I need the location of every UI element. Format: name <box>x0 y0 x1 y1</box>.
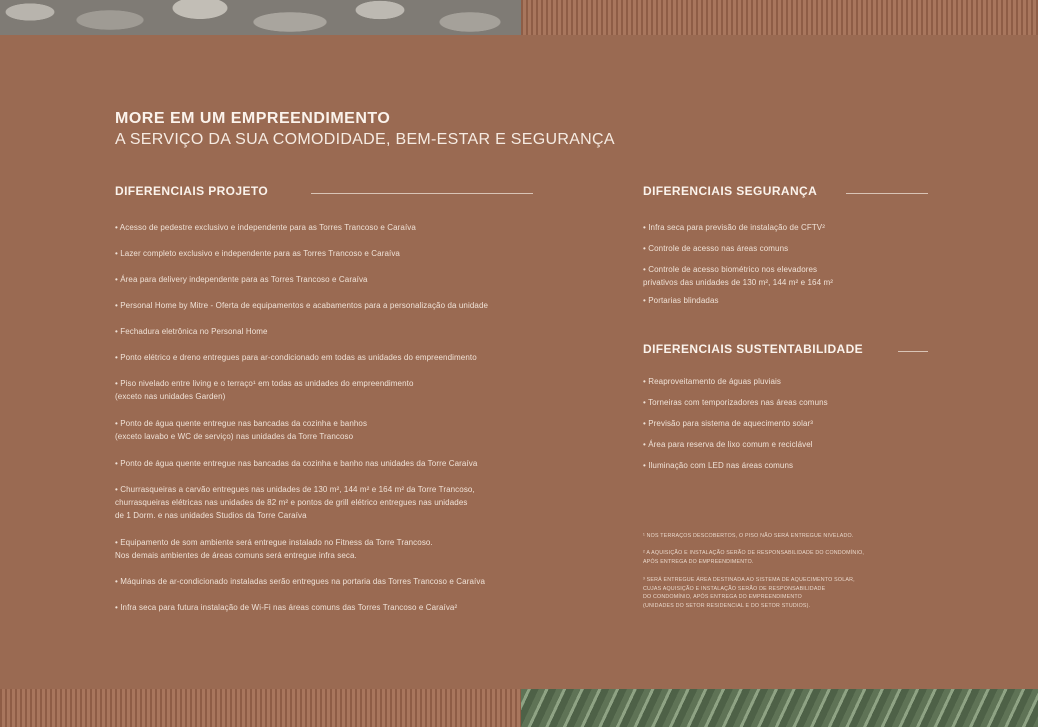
footnote-line: ¹ NOS TERRAÇOS DESCOBERTOS, O PISO NÃO SERÁ ENTREGUE NIVELADO. <box>643 533 854 539</box>
projeto-item-13 <box>115 601 457 614</box>
seguranca-item-1 <box>643 221 825 234</box>
sustentabilidade-item-line: • Previsão para sistema de aquecimento solar³ <box>643 419 814 428</box>
projeto-item-line: (exceto nas unidades Garden) <box>115 392 226 401</box>
seguranca-item-line: privativos das unidades de 130 m², 144 m² e 164 m² <box>643 278 833 287</box>
wood-stripes-bottom <box>0 689 521 727</box>
projeto-item-12 <box>115 575 485 588</box>
footnote-line: (UNIDADES DO SETOR RESIDENCIAL E DO SETOR STUDIOS). <box>643 602 811 609</box>
sustentabilidade-item-5 <box>643 459 793 472</box>
sustentabilidade-item-line: • Torneiras com temporizadores nas áreas comuns <box>643 398 828 407</box>
footnote-line: ³ SERÁ ENTREGUE ÁREA DESTINADA AO SISTEMA DE AQUECIMENTO SOLAR, <box>643 577 855 583</box>
footnote-1 <box>643 532 854 541</box>
projeto-item-line: • Acesso de pedestre exclusivo e independente para as Torres Trancoso e Caraíva <box>115 223 416 232</box>
projeto-item-line: • Máquinas de ar-condicionado instaladas serão entregues na portaria das Torres Trancoso e Caraíva <box>115 577 485 586</box>
sustentabilidade-item-line: • Iluminação com LED nas áreas comuns <box>643 461 794 470</box>
projeto-item-line: • Fechadura eletrônica no Personal Home <box>115 327 268 336</box>
seguranca-item-line: • Infra seca para previsão de instalação de CFTV² <box>643 223 826 232</box>
wood-stripes-top <box>521 0 1038 35</box>
projeto-item-line: • Churrasqueiras a carvão entregues nas unidades de 130 m², 144 m² e 164 m² da Torre Trancoso, <box>115 485 475 494</box>
footnote-line: CUJAS AQUISIÇÃO E INSTALAÇÃO SERÃO DE RESPONSABILIDADE <box>643 585 826 592</box>
projeto-item-line: (exceto lavabo e WC de serviço) nas unidades da Torre Trancoso <box>115 432 354 441</box>
projeto-item-9 <box>115 457 477 470</box>
headline-subtitle: A SERVIÇO DA SUA COMODIDADE, BEM-ESTAR E SEGURANÇA <box>115 131 615 148</box>
leaves-image <box>521 689 1038 727</box>
footnote-2 <box>643 549 864 566</box>
footnote-line: APÓS ENTREGA DO EMPREENDIMENTO. <box>643 558 754 565</box>
sustentabilidade-item-line: • Área para reserva de lixo comum e reciclável <box>643 440 813 449</box>
projeto-item-6 <box>115 351 477 364</box>
seguranca-item-3 <box>643 263 833 289</box>
section-title-seguranca: DIFERENCIAIS SEGURANÇA <box>643 184 818 198</box>
footnote-3 <box>643 576 855 610</box>
projeto-item-8 <box>115 417 367 443</box>
projeto-item-line: • Lazer completo exclusivo e independente para as Torres Trancoso e Caraíva <box>115 249 400 258</box>
seguranca-item-2 <box>643 242 788 255</box>
projeto-item-4 <box>115 299 488 312</box>
divider-projeto <box>311 193 533 194</box>
projeto-item-line: • Ponto de água quente entregue nas bancadas da cozinha e banho nas unidades da Torre Caraíva <box>115 459 478 468</box>
projeto-item-3 <box>115 273 368 286</box>
divider-seguranca <box>846 193 928 194</box>
projeto-item-5 <box>115 325 268 338</box>
headline-title: MORE EM UM EMPREENDIMENTO <box>115 110 391 127</box>
footnote-line: ² A AQUISIÇÃO E INSTALAÇÃO SERÃO DE RESPONSABILIDADE DO CONDOMÍNIO, <box>643 550 865 556</box>
projeto-item-line: • Personal Home by Mitre - Oferta de equipamentos e acabamentos para a personalização da unidade <box>115 301 489 310</box>
projeto-item-7 <box>115 377 414 403</box>
projeto-item-11 <box>115 536 433 562</box>
projeto-item-2 <box>115 247 400 260</box>
sustentabilidade-item-line: • Reaproveitamento de águas pluviais <box>643 377 782 386</box>
projeto-item-line: • Piso nivelado entre living e o terraço¹ em todas as unidades do empreendimento <box>115 379 414 388</box>
footnote-line: DO CONDOMÍNIO, APÓS ENTREGA DO EMPREENDIMENTO <box>643 594 802 600</box>
projeto-item-line: • Ponto elétrico e dreno entregues para ar-condicionado em todas as unidades do empreendimento <box>115 353 477 362</box>
sustentabilidade-item-2 <box>643 396 828 409</box>
divider-sustentabilidade <box>898 351 928 352</box>
sustentabilidade-item-1 <box>643 375 781 388</box>
projeto-item-line: churrasqueiras elétricas nas unidades de 82 m² e pontos de grill elétrico entregues nas unidades <box>115 498 468 507</box>
sustentabilidade-item-3 <box>643 417 813 430</box>
projeto-item-10 <box>115 483 475 522</box>
projeto-item-line: de 1 Dorm. e nas unidades Studios da Torre Caraíva <box>115 511 307 520</box>
section-title-sustentabilidade: DIFERENCIAIS SUSTENTABILIDADE <box>643 342 864 356</box>
projeto-item-line: • Equipamento de som ambiente será entregue instalado no Fitness da Torre Trancoso. <box>115 538 433 547</box>
stone-texture-image <box>0 0 521 35</box>
sustentabilidade-item-4 <box>643 438 813 451</box>
projeto-item-line: Nos demais ambientes de áreas comuns será entregue infra seca. <box>115 551 357 560</box>
seguranca-item-line: • Controle de acesso biométrico nos elevadores <box>643 265 818 274</box>
seguranca-item-4 <box>643 294 719 307</box>
projeto-item-line: • Ponto de água quente entregue nas bancadas da cozinha e banhos <box>115 419 368 428</box>
seguranca-item-line: • Portarias blindadas <box>643 296 719 305</box>
seguranca-item-line: • Controle de acesso nas áreas comuns <box>643 244 789 253</box>
section-title-projeto: DIFERENCIAIS PROJETO <box>115 184 269 198</box>
projeto-item-line: • Área para delivery independente para as Torres Trancoso e Caraíva <box>115 275 368 284</box>
projeto-item-1 <box>115 221 416 234</box>
projeto-item-line: • Infra seca para futura instalação de Wi-Fi nas áreas comuns das Torres Trancoso e Caraíva² <box>115 603 458 612</box>
